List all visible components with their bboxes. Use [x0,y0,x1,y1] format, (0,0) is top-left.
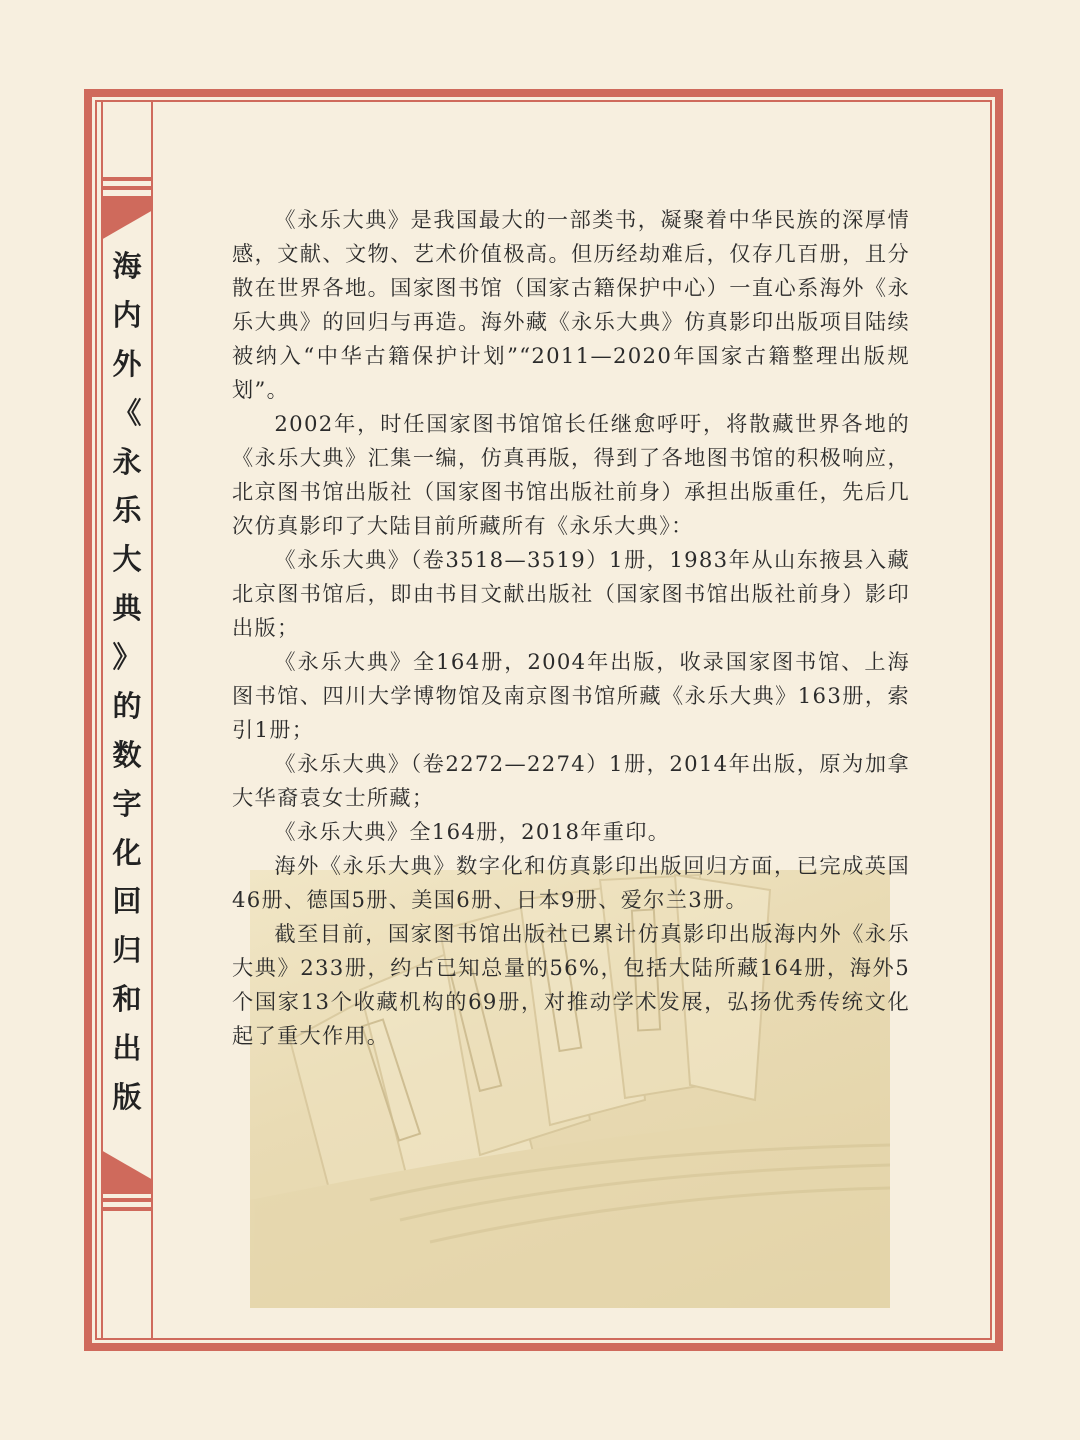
spine-top-wedge [101,196,153,240]
spine-top-band-thin-2 [101,186,153,190]
spine-top-band-thin [101,177,153,181]
spine-title-char: 字 [112,786,142,821]
spine-bottom-band-thin [101,1198,153,1202]
spine-title-char: 乐 [112,493,142,528]
spine-title-char: 内 [112,297,142,332]
spine-title-char: 大 [112,542,142,577]
spine-title-char: 版 [112,1079,142,1114]
spine-title-char: 化 [112,835,142,870]
article-paragraph: 《永乐大典》全164册，2004年出版，收录国家图书馆、上海图书馆、四川大学博物馆及南京图书馆所藏《永乐大典》163册，索引1册； [232,649,910,742]
spine-title-char: 和 [112,982,142,1017]
spine-bottom-band-thin-2 [101,1207,153,1211]
article-paragraph: 《永乐大典》是我国最大的一部类书，凝聚着中华民族的深厚情感，文献、文物、艺术价值极高。但历经劫难后，仅存几百册，且分散在世界各地。国家图书馆（国家古籍保护中心）一直心系海外《永乐大典》的回归与再造。海外藏《永乐大典》仿真影印出版项目陆续被纳入“中华古籍保护计划”“2011—2020年国家古籍整理出版规划”。 [232,207,910,402]
article-paragraph: 2002年，时任国家图书馆馆长任继愈呼吁，将散藏世界各地的《永乐大典》汇集一编，仿真再版，得到了各地图书馆的积极响应，北京图书馆出版社（国家图书馆出版社前身）承担出版重任，先后几次仿真影印了大陆目前所藏所有《永乐大典》： [232,411,910,538]
spine-title-char: 《 [112,395,142,430]
spine-title-char: 的 [112,688,142,723]
article-paragraph: 海外《永乐大典》数字化和仿真影印出版回归方面，已完成英国46册、德国5册、美国6册、日本9册、爱尔兰3册。 [232,853,910,912]
spine-bottom-wedge [101,1150,153,1194]
article-paragraph: 《永乐大典》（卷2272—2274）1册，2014年出版，原为加拿大华裔袁女士所藏； [232,751,910,810]
spine-title-char: 永 [112,444,142,479]
spine-title-char: 回 [112,884,142,919]
article-paragraph: 截至目前，国家图书馆出版社已累计仿真影印出版海内外《永乐大典》233册，约占已知总量的56%，包括大陆所藏164册，海外5个国家13个收藏机构的69册，对推动学术发展，弘扬优秀传统文化起了重大作用。 [232,921,910,1048]
article-body [232,203,910,1053]
spine-title-char: 海 [112,249,142,283]
article-paragraph: 《永乐大典》（卷3518—3519）1册，1983年从山东掖县入藏北京图书馆后，即由书目文献出版社（国家图书馆出版社前身）影印出版； [232,547,910,640]
article-paragraph: 《永乐大典》全164册，2018年重印。 [274,819,671,844]
spine-title-char: 典 [112,591,142,626]
spine-title-char: 归 [112,933,142,968]
spine-title-char: 》 [112,640,142,674]
spine-title-char: 外 [112,346,142,381]
spine-title-char: 数 [112,737,142,772]
spine-title-char: 出 [112,1031,142,1065]
spine-title [101,249,153,1114]
